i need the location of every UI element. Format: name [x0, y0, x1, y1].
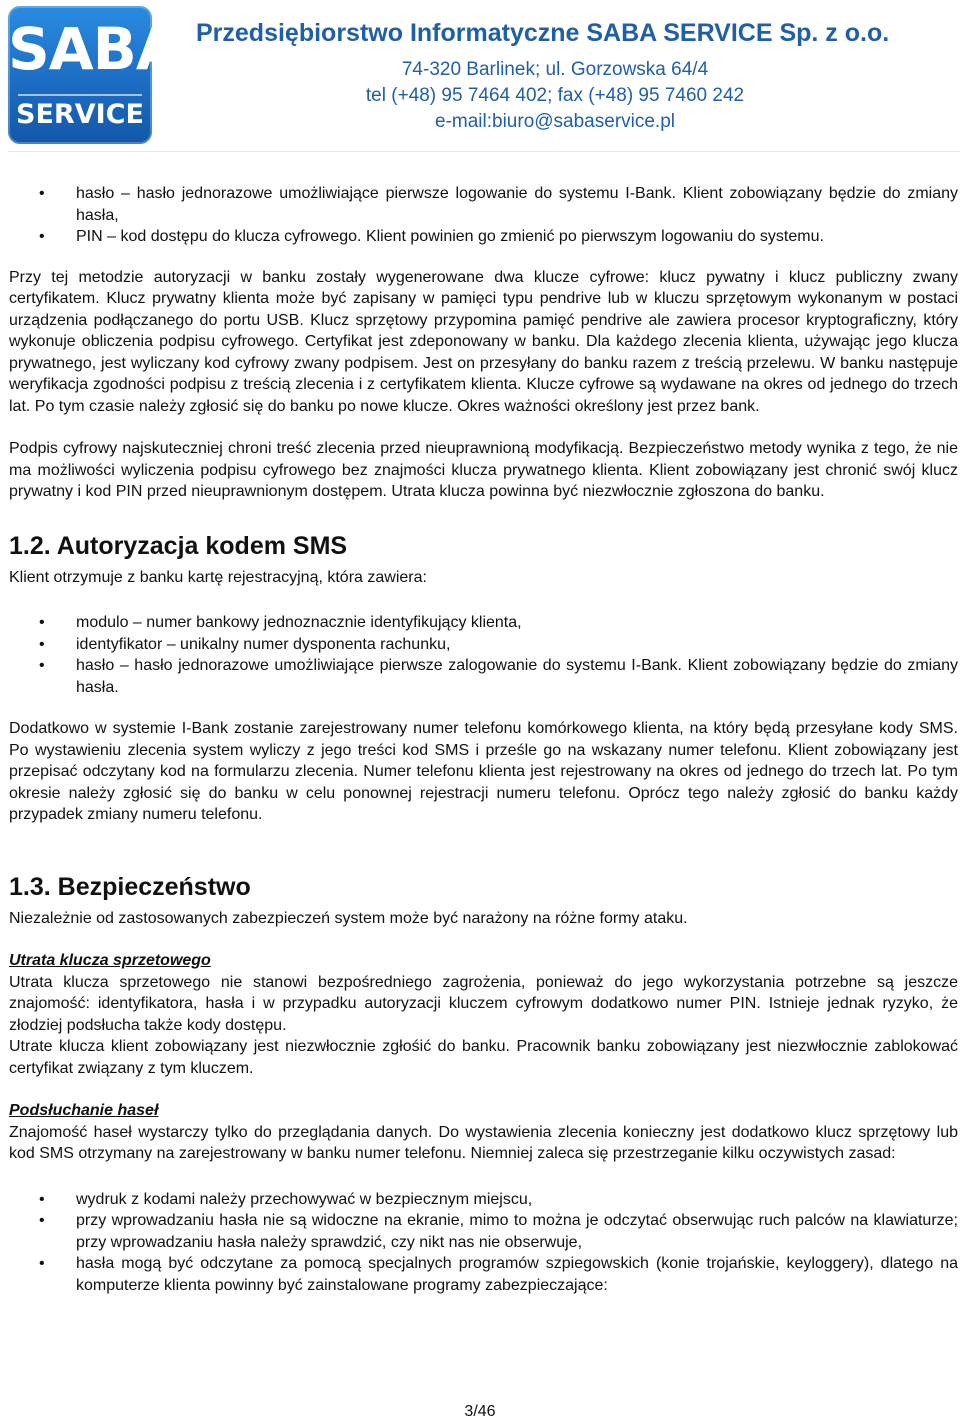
key-loss-paragraph: Utrata klucza sprzetowego nie stanowi bezpośredniego zagrożenia, ponieważ do jego wykorzystania potrzebne są jeszcze znajomość: identyfikatora, hasła i w przypadku autoryzacji kluczem cyfrowym dodatkowo numer PIN. Istnieje jednak ryzyko, że złodziej podsłucha także kody dostępu. — [9, 973, 958, 1034]
company-phone: tel (+48) 95 7464 402; fax (+48) 95 7460 242 — [365, 85, 745, 106]
list-item: • wydruk z kodami należy przechowywać w bezpiecznym miejscu, — [9, 1189, 958, 1211]
list-item: • hasła mogą być odczytane za pomocą specjalnych programów szpiegowskich (konie trojańskie, keyloggery), dlatego na komputerze klienta powinny być zainstalowane programy zabezpieczające: — [39, 1255, 958, 1294]
security-intro: Niezależnie od zastosowanych zabezpieczeń system może być narażony na różne formy ataku. — [9, 909, 688, 927]
subheading-password-sniffing: Podsłuchanie haseł — [9, 1102, 159, 1119]
key-loss-report-paragraph: Utrate klucza klient zobowiązany jest niezwłocznie zgłośić do banku. Pracownik banku zobowiązany jest niezwłocznie zablokować certyfikat związany z tym kluczem. — [9, 1038, 958, 1077]
password-sniffing-paragraph: Znajomość haseł wystarczy tylko do przeglądania danych. Do wystawienia zlecenia konieczny jest dodatkowo klucz sprzętowy lub kod SMS otrzymany na zarejestrowany w banku numer telefonu. Niemniej zaleca się przestrzeganie kilku oczywistych zasad: — [9, 1123, 958, 1162]
list-item: • identyfikator – unikalny numer dysponenta rachunku, — [9, 634, 958, 656]
list-item: • hasło – hasło jednorazowe umożliwiające pierwsze logowanie do systemu I-Bank. Klient zobowiązany będzie do zmiany hasła, — [39, 185, 958, 224]
subheading-key-loss: Utrata klucza sprzetowego — [9, 952, 211, 969]
document-body — [9, 183, 958, 1296]
logo-text-saba: SABA — [8, 15, 180, 83]
list-item: • PIN – kod dostępu do klucza cyfrowego. Klient powinien go zmienić po pierwszym logowaniu do systemu. — [9, 226, 958, 248]
sms-paragraph: Dodatkowo w systemie I-Bank zostanie zarejestrowany numer telefonu komórkowego klienta, na który będą przesyłane kody SMS. Po wystawieniu zlecenia system wyliczy z jego treści kod SMS i prześle go na wskazany numer telefonu. Klient zobowiązany jest przepisać odczytany kod na formularzu zlecenia. Numer telefonu klienta jest rejestrowany na okres od jednego do trzech lat. Po tym okresie należy zgłosić się do banku w celu ponownej rejestracji numeru telefonu. Oprócz tego należy zgłosić do banku każdy przypadek zmiany numeru telefonu. — [9, 720, 958, 823]
credentials-list — [9, 183, 958, 248]
header-divider — [8, 151, 960, 152]
logo-text-service: SERVICE — [16, 99, 144, 130]
bullet-icon: • — [39, 614, 45, 631]
logo-divider — [18, 94, 142, 96]
company-address: 74-320 Barlinek; ul. Gorzowska 64/4 — [401, 59, 709, 80]
bullet-icon: • — [39, 657, 45, 674]
company-name: Przedsiębiorstwo Informatyczne SABA SERVICE Sp. z o.o. — [196, 19, 890, 47]
bullet-icon: • — [39, 185, 45, 202]
section-heading-sms: 1.2. Autoryzacja kodem SMS — [9, 531, 348, 560]
page-header — [0, 0, 960, 155]
company-email: e-mail:biuro@sabaservice.pl — [435, 111, 675, 132]
bullet-icon: • — [39, 228, 45, 245]
digital-signature-paragraph: Podpis cyfrowy najskuteczniej chroni treść zlecenia przed nieuprawnioną modyfikacją. Bezpieczeństwo metody wynika z tego, że nie ma możliwości wyliczenia podpisu cyfrowego bez znajmości klucza prywatnego klienta. Klient zobowiązany jest chronić swój klucz prywatny i kod PIN przed nieuprawnionym dostępem. Utrata klucza powinna być niezwłocznie zgłoszona do banku. — [9, 440, 958, 500]
security-rules-list — [9, 1189, 958, 1297]
bullet-icon: • — [39, 1255, 45, 1272]
saba-service-logo — [8, 6, 180, 144]
section-heading-security: 1.3. Bezpieczeństwo — [9, 872, 251, 901]
page-number: 3/46 — [464, 1403, 496, 1420]
digital-key-paragraph: Przy tej metodzie autoryzacji w banku zostały wygenerowane dwa klucze cyfrowe: klucz pywatny i klucz publiczny zwany certyfikatem. Klucz prywatny klienta może być zapisany w pamięci typu pendrive lub w kluczu sprzętowym wykonanym w postaci urządzenia podłączanego do portu USB. Klucz sprzętowy przypomina pamięć pendrive ale zawiera procesor kryptograficzny, który wykonuje obliczenia podpisu cyfrowego. Certyfikat jest zdeponowany w banku. Dla każdego zlecenia klienta, używając jego klucza prywatnego, jest wyliczany kod cyfrowy zwany podpisem. Jest on przesyłany do banku razem z treścią przelewu. W banku następuje weryfikacja zgodności podpisu z treścią zlecenia i z certyfikatem klienta. Klucze cyfrowe są wydawane na okres od jednego do trzech lat. Po tym czasie należy zgłosić się do banku po nowe klucze. Okres ważności określony jest przez bank. — [9, 268, 958, 415]
bullet-icon: • — [39, 1190, 45, 1208]
sms-intro: Klient otrzymuje z banku kartę rejestracyjną, która zawiera: — [9, 568, 427, 586]
list-item: • modulo – numer bankowy jednoznacznie identyfikujący klienta, — [9, 612, 958, 634]
bullet-icon: • — [39, 1212, 45, 1229]
list-item: • przy wprowadzaniu hasła nie są widoczne na ekranie, mimo to można je odczytać obserwując ruch palców na klawiaturze; przy wprowadzaniu hasła należy sprawdzić, czy nikt nas nie obserwuje, — [39, 1212, 958, 1251]
registration-card-list — [9, 612, 958, 698]
bullet-icon: • — [39, 635, 45, 653]
list-item: • hasło – hasło jednorazowe umożliwiające pierwsze zalogowanie do systemu I-Bank. Klient zobowiązany będzie do zmiany hasła. — [39, 657, 958, 696]
